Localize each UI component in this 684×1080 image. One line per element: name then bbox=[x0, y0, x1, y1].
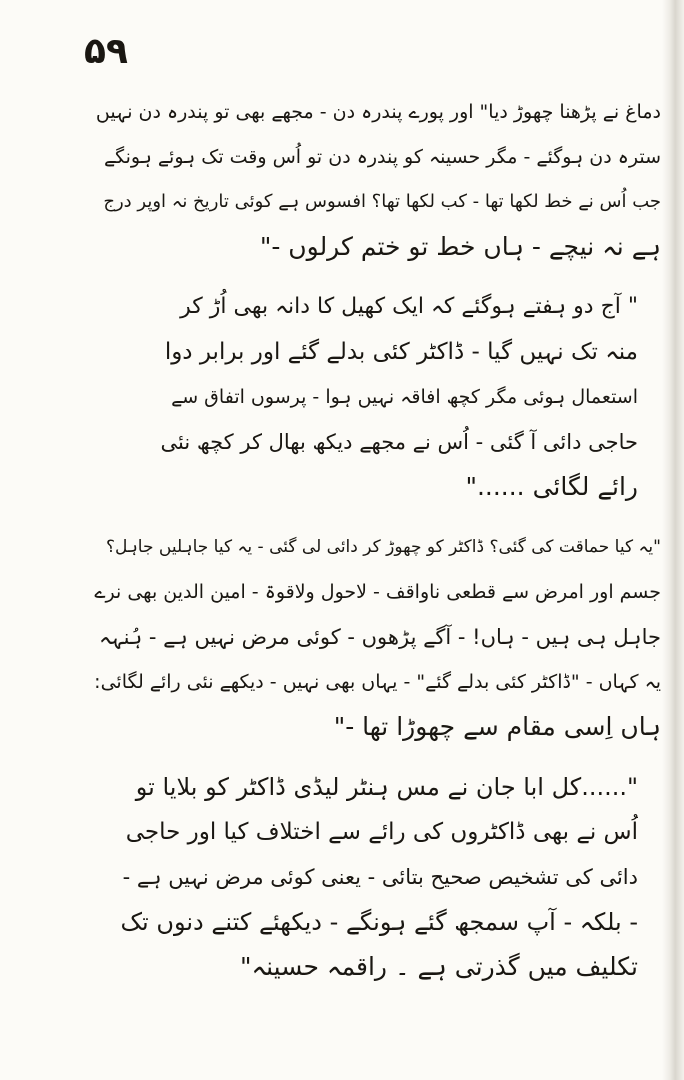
letter-quote-line: منہ تک نہیں گیا - ڈاکٹر کئی بدلے گئے اور برابر دوا bbox=[164, 339, 638, 365]
page-number: ۵۹ bbox=[84, 31, 128, 72]
letter-quote-line: تکلیف میں گذرتی ہے ۔ راقمہ حسینہ" bbox=[239, 952, 638, 981]
text-line: دماغ نے پڑھنا چھوڑ دیا" اور پورے پندرہ دن - مجھے بھی تو پندرہ دن نہیں bbox=[95, 101, 661, 123]
book-binding-edge bbox=[662, 0, 684, 1080]
letter-quote-line: " آج دو ہفتے ہوگئے کہ ایک کھیل کا دانہ بھی اُڑ کر bbox=[180, 294, 638, 319]
text-line: جب اُس نے خط لکھا تھا - کب لکھا تھا؟ افسوس ہے کوئی تاریخ نہ اوپر درج bbox=[103, 191, 661, 212]
letter-quote-line: اُس نے بھی ڈاکٹروں کی رائے سے اختلاف کیا اور حاجی bbox=[125, 819, 638, 845]
text-line: ہے نہ نیچے - ہاں خط تو ختم کرلوں -" bbox=[259, 232, 661, 261]
letter-quote-line: حاجی دائی آ گئی - اُس نے مجھے دیکھ بھال کر کچھ نئی bbox=[160, 430, 638, 454]
letter-quote-line: رائے لگائی ......" bbox=[465, 472, 638, 501]
text-line: "یہ کیا حماقت کی گئی؟ ڈاکٹر کو چھوڑ کر دائی لی گئی - یہ کیا جاہلیں جاہل؟ bbox=[105, 537, 661, 557]
letter-quote-line: دائی کی تشخیص صحیح بتائی - یعنی کوئی مرض نہیں ہے - bbox=[122, 865, 638, 889]
text-line: یہ کہاں - "ڈاکٹر کئی بدلے گئے" - یہاں بھی نہیں - دیکھے نئی رائے لگائی: bbox=[94, 671, 661, 693]
text-line: ہاں اِسی مقام سے چھوڑا تھا -" bbox=[333, 712, 661, 741]
text-line: جسم اور امرض سے قطعی ناواقف - لاحول ولاقوۃ - امین الدین بھی نرے bbox=[94, 581, 661, 603]
text-line: سترہ دن ہوگئے - مگر حسینہ کو پندرہ دن تو اُس وقت تک ہوئے ہونگے bbox=[104, 146, 661, 168]
letter-quote-line: استعمال ہوئی مگر کچھ افاقہ نہیں ہوا - پرسوں اتفاق سے bbox=[171, 386, 638, 408]
text-line: جاہل ہی ہیں - ہاں! - آگے پڑھوں - کوئی مرض نہیں ہے - ہُنہہ bbox=[99, 625, 661, 649]
letter-quote-line: "......کل ابا جان نے مس ہنٹر لیڈی ڈاکٹر کو بلایا تو bbox=[135, 773, 638, 801]
letter-quote-line: - بلکہ - آپ سمجھ گئے ہونگے - دیکھئے کتنے دنوں تک bbox=[120, 908, 638, 936]
